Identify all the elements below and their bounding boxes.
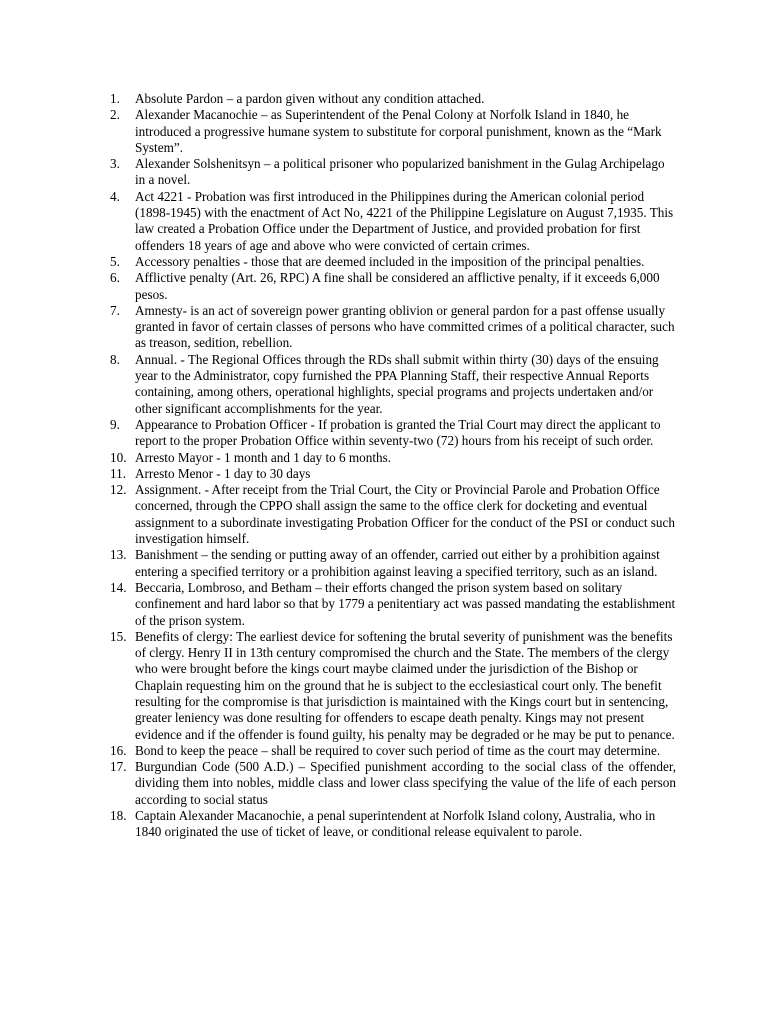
list-item [110, 91, 676, 107]
list-item [110, 270, 676, 303]
list-item [110, 629, 676, 743]
list-item-number: 17. [110, 759, 127, 775]
list-item-text: Annual. - The Regional Offices through the RDs shall submit within thirty (30) days of the ensuing year to the Administrator, copy furnished the PPA Planning Staff, their respective Annual Reports containing, among others, operational highlights, special programs and projects undertaken and/or other significant accomplishments for the year. [135, 351, 659, 416]
list-item [110, 156, 676, 189]
list-item-text: Appearance to Probation Officer - If probation is granted the Trial Court may direct the applicant to report to the proper Probation Office within seventy-two (72) hours from his receipt of such order. [135, 416, 661, 449]
list-item [110, 417, 676, 450]
list-item [110, 450, 676, 466]
list-item [110, 547, 676, 580]
list-item-number: 2. [110, 107, 120, 123]
list-item-text: Act 4221 - Probation was first introduced in the Philippines during the American colonial period (1898-1945) with the enactment of Act No, 4221 of the Philippine Legislature on August 7,1935. This law created a Probation Office under the Department of Justice, and provided probation for first offenders 18 years of age and above who were convicted of certain crimes. [135, 188, 674, 253]
list-item-number: 6. [110, 270, 120, 286]
list-item-number: 3. [110, 156, 120, 172]
list-item [110, 189, 676, 254]
list-item-text: Amnesty- is an act of sovereign power granting oblivion or general pardon for a past offense usually granted in favor of certain classes of persons who have committed crimes of a political character, such as treason, sedition, rebellion. [135, 302, 675, 351]
list-item-text: Banishment – the sending or putting away of an offender, carried out either by a prohibition against entering a specified territory or a prohibition against leaving a specified territory, such as an island. [135, 547, 660, 579]
list-item-number: 12. [110, 482, 127, 498]
list-item [110, 482, 676, 547]
list-item-number: 8. [110, 351, 120, 367]
list-item-number: 14. [110, 579, 127, 595]
list-item-number: 15. [110, 628, 127, 644]
list-item-text: Alexander Solshenitsyn – a political prisoner who popularized banishment in the Gulag Archipelago in a novel. [135, 156, 665, 188]
list-item-text: Afflictive penalty (Art. 26, RPC) A fine shall be considered an afflictive penalty, if it exceeds 6,000 pesos. [135, 270, 660, 302]
list-item [110, 808, 676, 841]
definition-list [110, 91, 676, 841]
list-item-number: 18. [110, 808, 127, 824]
list-item-text: Burgundian Code (500 A.D.) – Specified punishment according to the social class of the offender, dividing them into nobles, middle class and lower class specifying the value of the life of each person according to social status [135, 759, 676, 807]
list-item-number: 1. [110, 91, 120, 106]
list-item-number: 4. [110, 188, 120, 204]
list-item-text: Beccaria, Lombroso, and Betham – their efforts changed the prison system based on solitary confinement and hard labor so that by 1779 a penitentiary act was passed mandating the establishment of the prison system. [135, 579, 676, 628]
list-item-number: 13. [110, 547, 127, 563]
list-item [110, 759, 676, 808]
list-item-number: 11. [110, 465, 126, 481]
list-item-text: Absolute Pardon – a pardon given without any condition attached. [135, 91, 485, 106]
list-item-number: 16. [110, 742, 127, 758]
list-item-number: 10. [110, 449, 127, 465]
list-item-text: Bond to keep the peace – shall be required to cover such period of time as the court may determine. [135, 742, 661, 758]
list-item-number: 9. [110, 416, 120, 432]
list-item [110, 352, 676, 417]
list-item-text: Assignment. - After receipt from the Trial Court, the City or Provincial Parole and Probation Office concerned, through the CPPO shall assign the same to the office clerk for docketing and eventual assignment to a subordinate investigating Probation Officer for the conduct of the PSI or conduct such investigation himself. [135, 482, 675, 547]
list-item-text: Captain Alexander Macanochie, a penal superintendent at Norfolk Island colony, Australia, who in 1840 originated the use of ticket of leave, or conditional release equivalent to parole. [135, 808, 656, 840]
list-item [110, 466, 676, 482]
list-item-number: 7. [110, 302, 120, 318]
list-item [110, 580, 676, 629]
list-item-text: Arresto Menor - 1 day to 30 days [135, 465, 311, 481]
list-item [110, 107, 676, 156]
list-item [110, 743, 676, 759]
list-item-text: Accessory penalties - those that are deemed included in the imposition of the principal penalties. [135, 253, 645, 269]
list-item-text: Arresto Mayor - 1 month and 1 day to 6 months. [135, 449, 392, 465]
list-item [110, 254, 676, 270]
list-item-text: Benefits of clergy: The earliest device for softening the brutal severity of punishment was the benefits of clergy. Henry II in 13th century compromised the church and the State. The members of the clergy who were brought before the kings court maybe claimed under the jurisdiction of the Bishop or Chaplain requesting him on the ground that he is subject to the ecclesiastical court only. The benefit resulting for the compromise is that jurisdiction is maintained with the Kings court but in sentencing, greater leniency was done resulting for offenders to escape death penalty. Kings may not present evidence and if the offender is found guilty, his penalty may be degraded or he may be put to penance. [135, 628, 675, 742]
list-item-number: 5. [110, 253, 120, 269]
list-item-text: Alexander Macanochie – as Superintendent of the Penal Colony at Norfolk Island in 1840, he introduced a progressive humane system to substitute for corporal punishment, known as the “Mark System”. [135, 107, 662, 155]
list-item [110, 303, 676, 352]
